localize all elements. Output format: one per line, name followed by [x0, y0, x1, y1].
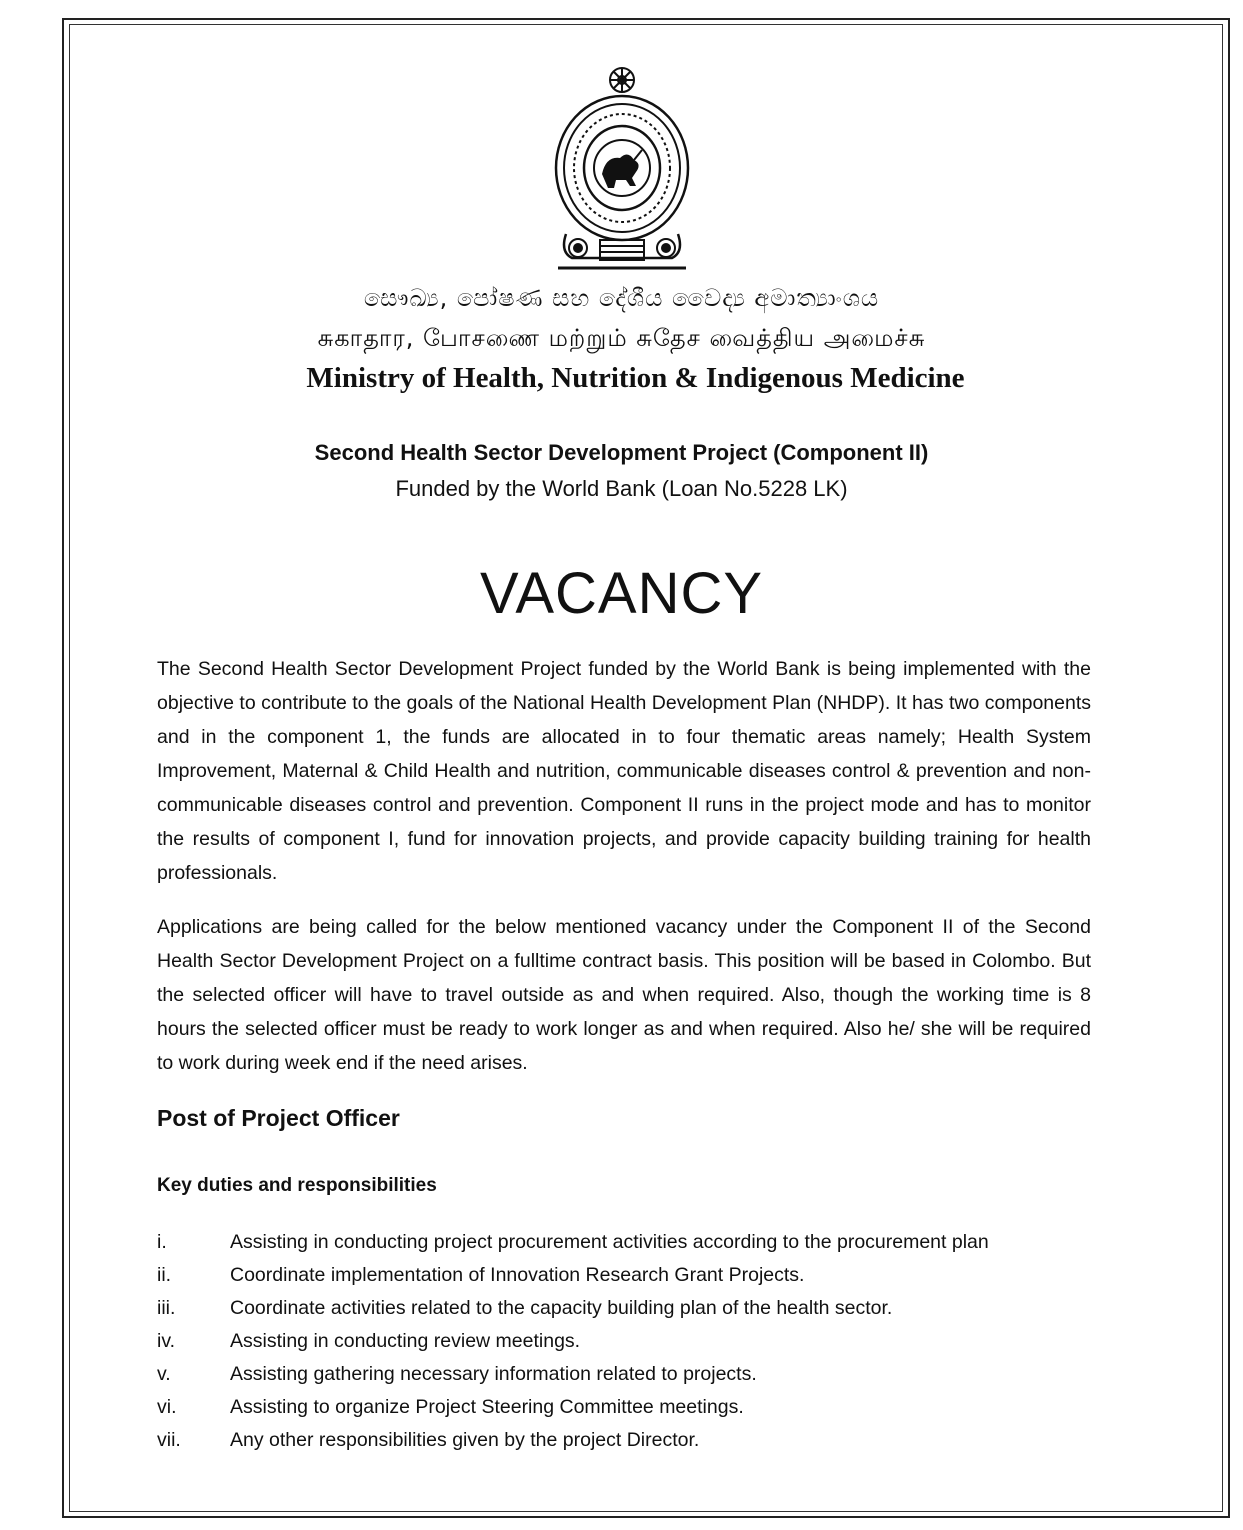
list-item-text: Assisting in conducting project procurement activities according to the procurement plan — [230, 1231, 989, 1253]
list-item-number: iv. — [157, 1330, 176, 1352]
list-item — [157, 1359, 1117, 1392]
list-item-text: Assisting to organize Project Steering Committee meetings. — [230, 1396, 744, 1418]
list-item-text: Coordinate activities related to the capacity building plan of the health sector. — [230, 1297, 893, 1319]
funding-line: Funded by the World Bank (Loan No.5228 LK) — [395, 476, 848, 501]
list-item-number: ii. — [157, 1264, 172, 1286]
ministry-name-sinhala: සෞඛ්‍ය, පෝෂණ සහ දේශීය වෛද්‍ය අමාත්‍යාංශය — [363, 284, 880, 312]
list-item-text: Any other responsibilities given by the project Director. — [230, 1429, 700, 1451]
duties-title: Key duties and responsibilities — [157, 1175, 437, 1196]
list-item-text: Assisting in conducting review meetings. — [230, 1330, 581, 1352]
list-item-number: vii. — [157, 1429, 181, 1451]
list-item-number: v. — [157, 1363, 171, 1385]
ministry-name-tamil: சுகாதார, போசணை மற்றும் சுதேச வைத்திய அமைச்சு — [317, 324, 926, 352]
post-title: Post of Project Officer — [157, 1105, 400, 1131]
list-item-text: Assisting gathering necessary information related to projects. — [230, 1363, 757, 1385]
list-item — [157, 1227, 1117, 1260]
applications-paragraph: Applications are being called for the below mentioned vacancy under the Component II of the Second Health Sector Development Project on a fulltime contract basis. This position will be based in Colombo. But the selected officer will have to travel outside as and when required. Also, though the working time is 8 hours the selected officer must be ready to work longer as and when required. Also he/ she will be required to work during week end if the need arises. — [157, 916, 1091, 1074]
list-item — [157, 1260, 1117, 1293]
project-title: Second Health Sector Development Project (Component II) — [314, 440, 929, 465]
list-item-number: i. — [157, 1231, 167, 1253]
vacancy-heading: VACANCY — [479, 561, 764, 626]
intro-paragraph: The Second Health Sector Development Project funded by the World Bank is being implemented with the objective to contribute to the goals of the National Health Development Plan (NHDP). It has two components and in the component 1, the funds are allocated in to four thematic areas namely; Health System Improvement, Maternal & Child Health and nutrition, communicable diseases control & prevention and non-communicable diseases control and prevention. Component II runs in the project mode and has to monitor the results of component I, fund for innovation projects, and provide capacity building training for health professionals. — [157, 658, 1091, 884]
list-item-number: iii. — [157, 1297, 176, 1319]
duties-list — [157, 1227, 1117, 1458]
list-item — [157, 1293, 1117, 1326]
list-item — [157, 1425, 1117, 1458]
list-item — [157, 1326, 1117, 1359]
ministry-name-english: Ministry of Health, Nutrition & Indigenous Medicine — [306, 362, 965, 394]
list-item-text: Coordinate implementation of Innovation Research Grant Projects. — [230, 1264, 805, 1286]
sri-lanka-emblem-icon — [552, 64, 692, 276]
list-item — [157, 1392, 1117, 1425]
list-item-number: vi. — [157, 1396, 177, 1418]
